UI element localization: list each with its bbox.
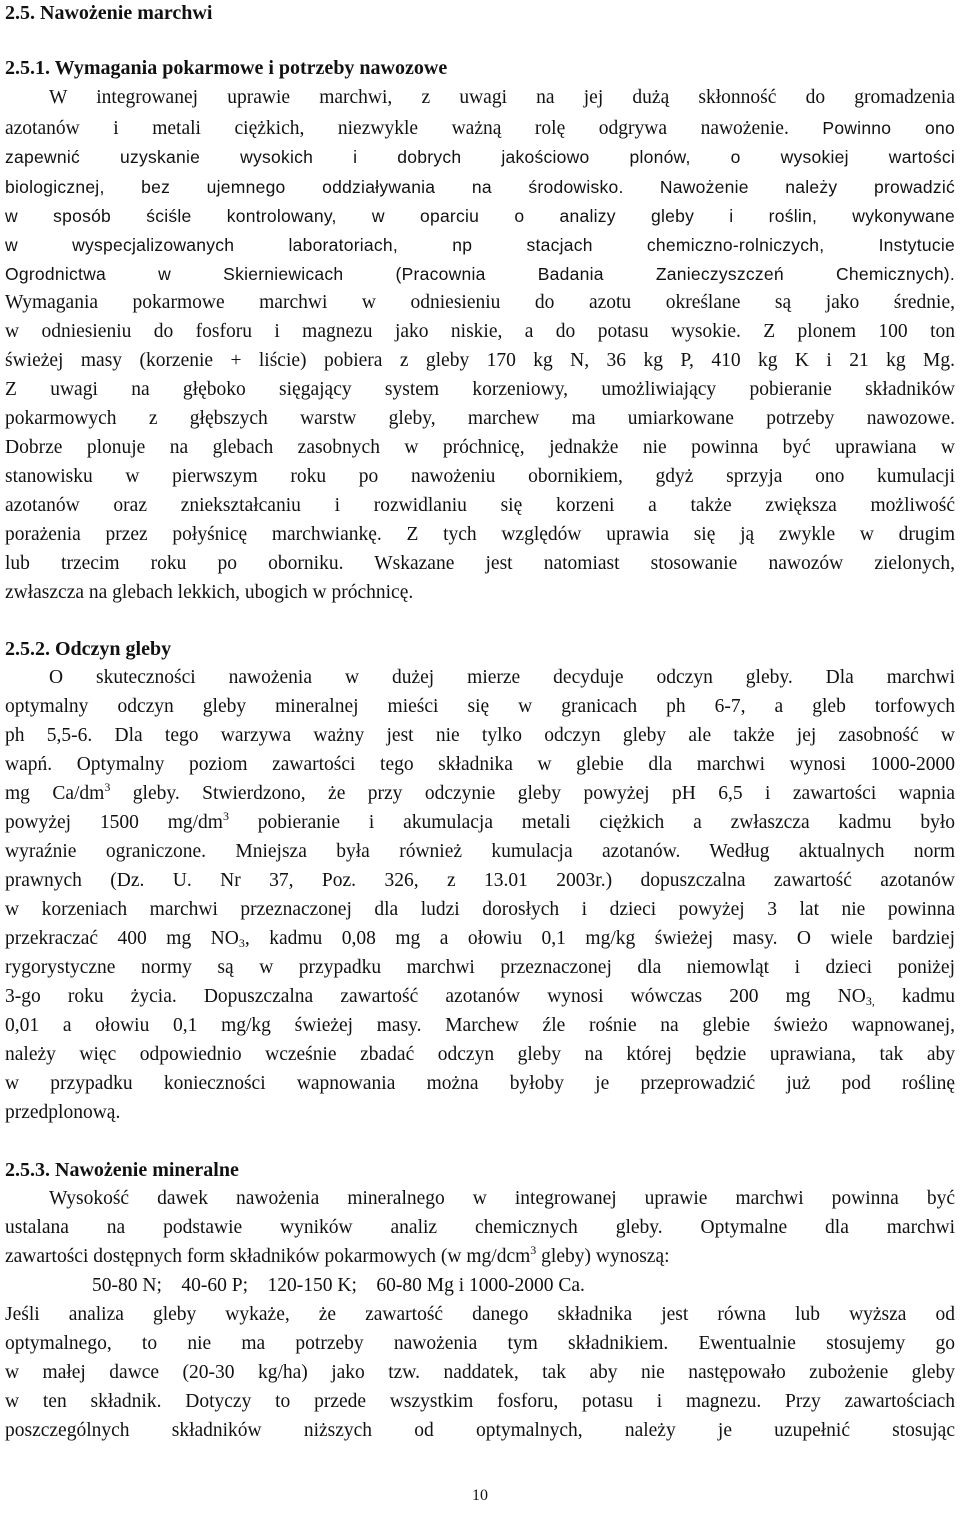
text-line: stanowisku w pierwszym roku po nawożeniu obornikiem, gdyż sprzyja ono kumulacji <box>5 466 955 487</box>
text-line: porażenia przez połyśnicę marchwiankę. Z tych względów uprawia się ją zwykle w drugim <box>5 524 955 545</box>
text-line: Jeśli analiza gleby wykaże, że zawartość danego składnika jest równa lub wyższa od <box>5 1304 955 1325</box>
text-line: azotanów oraz zniekształcaniu i rozwidlaniu się korzeni a także zwiększa możliwość <box>5 495 955 516</box>
section-heading-2-5-3: 2.5.3. Nawożenie mineralne <box>5 1159 239 1181</box>
section-heading-2-5-1: 2.5.1. Wymagania pokarmowe i potrzeby nawozowe <box>5 57 448 79</box>
text-line: wyraźnie ograniczone. Mniejsza była również kumulacja azotanów. Według aktualnych norm <box>5 841 955 862</box>
text-line: mg $Ca/dm^3$ gleby. Stwierdzono, że przy odczynie gleby powyżej pH 6,5 i zawartości wapnia <box>5 780 955 804</box>
text-line: rygorystyczne normy są w przypadku marchwi przeznaczonej dla niemowląt i dzieci poniżej <box>5 957 955 978</box>
text-line: pokarmowych z głębszych warstw gleby, marchew ma umiarkowane potrzeby nawozowe. <box>5 408 955 429</box>
text-line: w przypadku konieczności wapnowania można byłoby je przeprowadzić już pod roślinę <box>5 1073 955 1094</box>
text-line: W integrowanej uprawie marchwi, z uwagi na jej dużą skłonność do gromadzenia <box>49 87 955 108</box>
text-line: poszczególnych składników niższych od optymalnych, należy je uzupełnić stosując <box>5 1420 955 1441</box>
text-line: w sposób ściśle kontrolowany, w oparciu o analizy gleby i roślin, wykonywane <box>5 206 955 226</box>
text-line: przekraczać 400 mg $NO_3$, kadmu 0,08 mg a ołowiu 0,1 mg/kg świeżej masy. O wiele bardziej <box>5 928 956 950</box>
nutrient-values-line: 50-80 N; 40-60 P; 120-150 K; 60-80 Mg i 1000-2000 Ca. <box>92 1275 585 1296</box>
text-line: w ten składnik. Dotyczy to przede wszystkim fosforu, potasu i magnezu. Przy zawartościach <box>5 1391 955 1412</box>
section-heading-2-5: 2.5. Nawożenie marchwi <box>5 2 213 24</box>
text-line: zawartości dostępnych form składników pokarmowych (w mg/dcm$^3$ gleby) wynoszą: <box>5 1243 670 1267</box>
text-line: prawnych (Dz. U. Nr 37, Poz. 326, z 13.01 2003r.) dopuszczalna zawartość azotanów <box>5 870 955 891</box>
page-number: 10 <box>472 1487 488 1504</box>
text-line: powyżej 1500 $mg/dm^3$ pobieranie i akumulacja metali ciężkich a zwłaszcza kadmu było <box>5 809 955 833</box>
text-line: w małej dawce (20-30 kg/ha) jako tzw. naddatek, tak aby nie następowało zubożenie gleby <box>5 1362 955 1383</box>
text-line: zapewnić uzyskanie wysokich i dobrych jakościowo plonów, o wysokiej wartości <box>5 147 955 167</box>
text-line: przedplonową. <box>5 1102 121 1123</box>
text-line: wapń. Optymalny poziom zawartości tego składnika w glebie dla marchwi wynosi 1000-2000 <box>5 754 955 775</box>
text-line: w odniesieniu do fosforu i magnezu jako niskie, a do potasu wysokie. Z plonem 100 ton <box>5 321 955 342</box>
text-line: 0,01 a ołowiu 0,1 mg/kg świeżej masy. Marchew źle rośnie na glebie świeżo wapnowanej, <box>5 1015 955 1036</box>
text-line: optymalnego, to nie ma potrzeby nawożenia tym składnikiem. Ewentualnie stosujemy go <box>5 1333 955 1354</box>
text-line: ustalana na podstawie wyników analiz chemicznych gleby. Optymalne dla marchwi <box>5 1217 955 1238</box>
text-line: 3-go roku życia. Dopuszczalna zawartość azotanów wynosi wówczas 200 mg $NO_{3,}$ kadmu <box>5 986 955 1008</box>
text-line: biologicznej, bez ujemnego oddziaływania na środowisko. Nawożenie należy prowadzić <box>5 177 956 197</box>
text-line: Ogrodnictwa w Skierniewicach (Pracownia Badania Zanieczyszczeń Chemicznych). <box>5 264 955 284</box>
text-line: Z uwagi na głęboko sięgający system korzeniowy, umożliwiający pobieranie składników <box>5 379 955 400</box>
text-line: należy więc odpowiednio wcześnie zbadać odczyn gleby na której będzie uprawiana, tak aby <box>5 1044 955 1065</box>
text-line: Wysokość dawek nawożenia mineralnego w integrowanej uprawie marchwi powinna być <box>49 1188 955 1209</box>
text-line: O skuteczności nawożenia w dużej mierze decyduje odczyn gleby. Dla marchwi <box>49 667 955 688</box>
text-line: Wymagania pokarmowe marchwi w odniesieniu do azotu określane są jako średnie, <box>5 292 955 313</box>
text-line: Dobrze plonuje na glebach zasobnych w próchnicę, jednakże nie powinna być uprawiana w <box>5 437 955 458</box>
text-line: w korzeniach marchwi przeznaczonej dla ludzi dorosłych i dzieci powyżej 3 lat nie powinna <box>5 899 955 920</box>
text-line: w wyspecjalizowanych laboratoriach, np stacjach chemiczno-rolniczych, Instytucie <box>5 235 955 255</box>
text-line: zwłaszcza na glebach lekkich, ubogich w próchnicę. <box>5 582 414 603</box>
text-line: optymalny odczyn gleby mineralnej mieści się w granicach ph 6-7, a gleb torfowych <box>5 696 955 717</box>
section-heading-2-5-2: 2.5.2. Odczyn gleby <box>5 638 172 660</box>
text-line: azotanów i metali ciężkich, niezwykle ważną rolę odgrywa nawożenie. Powinno ono <box>5 118 956 139</box>
text-line: ph 5,5-6. Dla tego warzywa ważny jest nie tylko odczyn gleby ale także jej zasobność w <box>5 725 955 746</box>
text-line: świeżej masy (korzenie + liście) pobiera z gleby 170 kg N, 36 kg P, 410 kg K i 21 kg Mg. <box>5 350 955 371</box>
text-line: lub trzecim roku po oborniku. Wskazane jest natomiast stosowanie nawozów zielonych, <box>5 553 955 574</box>
